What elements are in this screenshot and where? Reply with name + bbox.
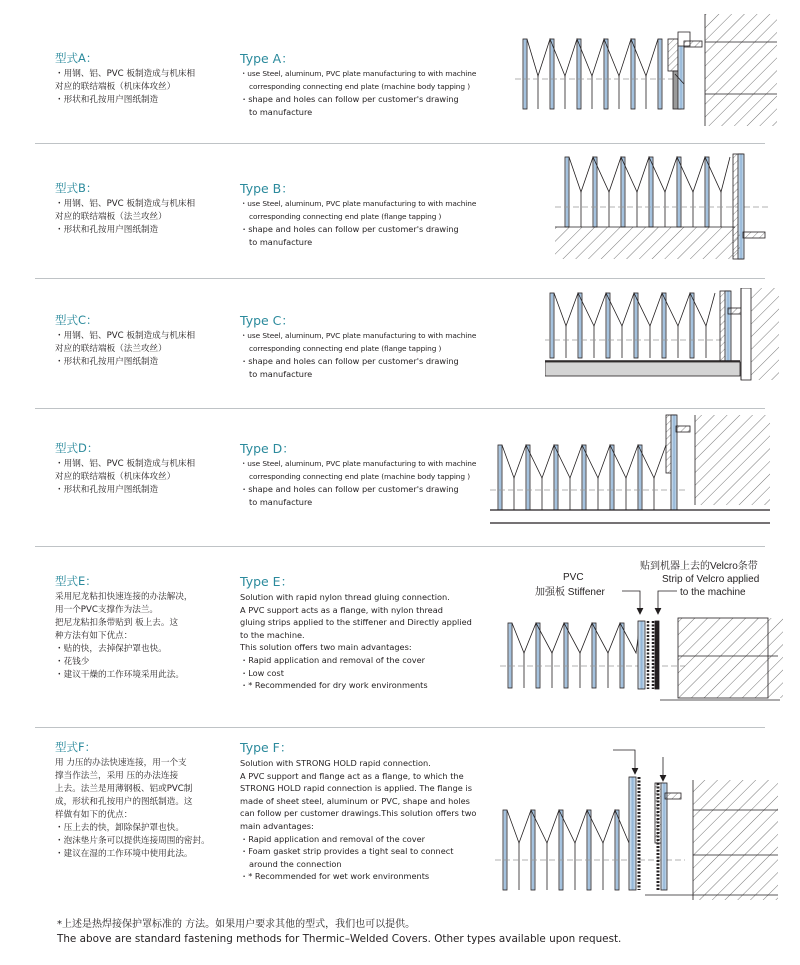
en-line: A PVC support and flange act as a flange, to which the — [240, 770, 464, 781]
type-f-cn-title: 型式F： — [55, 740, 97, 754]
en-line: ・Rapid application and removal of the cover — [240, 833, 425, 844]
type-b-diagram — [555, 152, 780, 262]
cn-line: ・形状和孔按用户图纸制造 — [55, 95, 159, 105]
divider — [35, 546, 765, 547]
en-line: ・use Steel, aluminum, PVC plate manufacturing to with machine — [240, 199, 477, 208]
type-a-diagram — [515, 14, 780, 126]
type-c-en-title: Type C： — [240, 313, 294, 328]
en-line: ・Rapid application and removal of the cover — [240, 654, 425, 665]
type-b-en-text — [240, 198, 476, 248]
velcro-en-label-2: to the machine — [680, 587, 746, 598]
type-a-cn-text — [55, 68, 195, 107]
en-line: to manufacture — [249, 106, 313, 117]
cn-line: 上去。法兰是用薄钢板、铝或PVC制 — [55, 784, 193, 794]
en-line: corresponding connecting end plate (machine body tapping ) — [249, 471, 471, 481]
divider — [35, 727, 765, 728]
divider — [35, 408, 765, 409]
cn-line: 对应的联结端板（机床体攻丝） — [55, 472, 176, 482]
type-e-en-text — [240, 591, 472, 692]
cn-line: ・花钱少 — [55, 657, 90, 667]
footer-note-cn: *上述是热焊接保护罩标准的 方法。如果用户要求其他的型式，我们也可以提供。 — [57, 919, 416, 930]
cn-line: ・用钢、铝、PVC 板制造成与机床相 — [55, 331, 196, 341]
en-line: corresponding connecting end plate (flange tapping ) — [249, 343, 442, 353]
en-line: to manufacture — [249, 236, 313, 247]
en-line: A PVC support acts as a flange, with nylon thread — [240, 604, 443, 615]
en-line: gluing strips applied to the stiffener and Directly applied — [240, 617, 472, 628]
en-line: Solution with STRONG HOLD rapid connection. — [240, 758, 431, 768]
type-b-cn-text — [55, 198, 195, 237]
cn-line: 种方法有如下优点： — [55, 631, 133, 641]
cn-line: ・用钢、铝、PVC 板制造成与机床相 — [55, 199, 196, 209]
cn-line: ・用钢、铝、PVC 板制造成与机床相 — [55, 69, 196, 79]
cn-line: 成，形状和孔按用户的图纸制造。这 — [55, 797, 193, 807]
en-line: to the machine. — [240, 629, 305, 640]
en-line: made of sheet steel, aluminum or PVC, shape and holes — [240, 795, 470, 806]
en-line: can follow per customer drawings.This solution offers two — [240, 808, 477, 819]
type-b-en-title: Type B： — [240, 181, 294, 196]
cn-line: 对应的联结端板（机床体攻丝） — [55, 82, 176, 92]
type-c-cn-title: 型式C： — [55, 313, 98, 327]
en-line: ・shape and holes can follow per customer's drawing — [240, 94, 459, 105]
en-line: ・Low cost — [240, 667, 284, 678]
velcro-cn-label: 贴到机器上去的Velcro条带 — [640, 561, 758, 572]
cn-line: 对应的联结端板（法兰攻丝） — [55, 212, 167, 222]
type-b-cn-title: 型式B： — [55, 181, 98, 195]
en-line: to manufacture — [249, 496, 313, 507]
type-d-en-text — [240, 458, 476, 508]
en-line: to manufacture — [249, 368, 313, 379]
cn-line: ・建议干燥的工作环境采用此法。 — [55, 670, 184, 680]
en-line: ・use Steel, aluminum, PVC plate manufacturing to with machine — [240, 459, 477, 468]
type-a-cn-title: 型式A： — [55, 51, 98, 65]
en-line: Solution with rapid nylon thread gluing connection. — [240, 592, 450, 602]
type-d-cn-text — [55, 458, 195, 497]
divider — [35, 278, 765, 279]
type-c-cn-text — [55, 330, 195, 369]
en-line: ・* Recommended for dry work environments — [240, 680, 428, 691]
cn-line: ・用钢、铝、PVC 板制造成与机床相 — [55, 459, 196, 469]
type-e-diagram — [500, 558, 785, 718]
cn-line: 撑当作法兰，采用 压的办法连接 — [55, 771, 179, 781]
cn-line: 采用尼龙粘扣快速连接的办法解决， — [55, 592, 193, 602]
en-line: ・* Recommended for wet work environments — [240, 871, 430, 882]
cn-line: 用一个PVC支撑作为法兰。 — [55, 605, 158, 615]
velcro-en-label-1: Strip of Velcro applied — [662, 574, 760, 585]
en-line: ・shape and holes can follow per customer's drawing — [240, 356, 459, 367]
type-e-cn-title: 型式E： — [55, 574, 97, 588]
en-line: ・shape and holes can follow per customer's drawing — [240, 224, 459, 235]
cn-line: ・形状和孔按用户图纸制造 — [55, 225, 159, 235]
cn-line: ・压上去的快，卸除保护罩也快。 — [55, 823, 184, 833]
pvc-label: PVC — [563, 572, 584, 583]
en-line: corresponding connecting end plate (flange tapping ) — [249, 211, 442, 221]
type-d-en-title: Type D： — [240, 441, 295, 456]
footer-note-en: The above are standard fastening methods for Thermic–Welded Covers. Other types available upon request. — [57, 933, 622, 945]
type-a-en-text — [240, 68, 476, 118]
type-e-cn-text — [55, 591, 193, 682]
en-line: main advantages: — [240, 820, 314, 831]
type-e-en-title: Type E： — [240, 574, 294, 589]
en-line: corresponding connecting end plate (machine body tapping ) — [249, 81, 471, 91]
type-f-en-title: Type F： — [240, 740, 293, 755]
type-f-diagram — [495, 735, 785, 905]
stiffener-label: 加强板 Stiffener — [535, 587, 605, 598]
cn-line: 用 力压的办法快速连接，用一个支 — [55, 758, 187, 768]
cn-line: 样做有如下的优点： — [55, 810, 133, 820]
en-line: ・Foam gasket strip provides a tight seal to connect — [240, 846, 454, 857]
cn-line: ・泡沫垫片条可以提供连接周围的密封。 — [55, 836, 210, 846]
divider — [35, 143, 765, 144]
cn-line: ・形状和孔按用户图纸制造 — [55, 357, 159, 367]
type-a-en-title: Type A： — [240, 51, 294, 66]
type-c-en-text — [240, 330, 476, 380]
en-line: around the connection — [249, 858, 342, 869]
type-f-cn-text — [55, 757, 210, 861]
en-line: STRONG HOLD rapid connection is applied. The flange is — [240, 783, 472, 794]
type-c-diagram — [545, 288, 780, 383]
type-f-en-text — [240, 757, 476, 883]
cn-line: 把尼龙粘扣条带贴到 板上去。这 — [55, 618, 179, 628]
cn-line: 对应的联结端板（法兰攻丝） — [55, 344, 167, 354]
cn-line: ・贴的快，去掉保护罩也快。 — [55, 644, 167, 654]
cn-line: ・建议在湿的工作环境中使用此法。 — [55, 849, 193, 859]
en-line: ・shape and holes can follow per customer's drawing — [240, 484, 459, 495]
en-line: ・use Steel, aluminum, PVC plate manufacturing to with machine — [240, 331, 477, 340]
type-d-diagram — [490, 410, 780, 528]
type-d-cn-title: 型式D： — [55, 441, 99, 455]
cn-line: ・形状和孔按用户图纸制造 — [55, 485, 159, 495]
en-line: ・use Steel, aluminum, PVC plate manufacturing to with machine — [240, 69, 477, 78]
en-line: This solution offers two main advantages: — [240, 642, 412, 653]
